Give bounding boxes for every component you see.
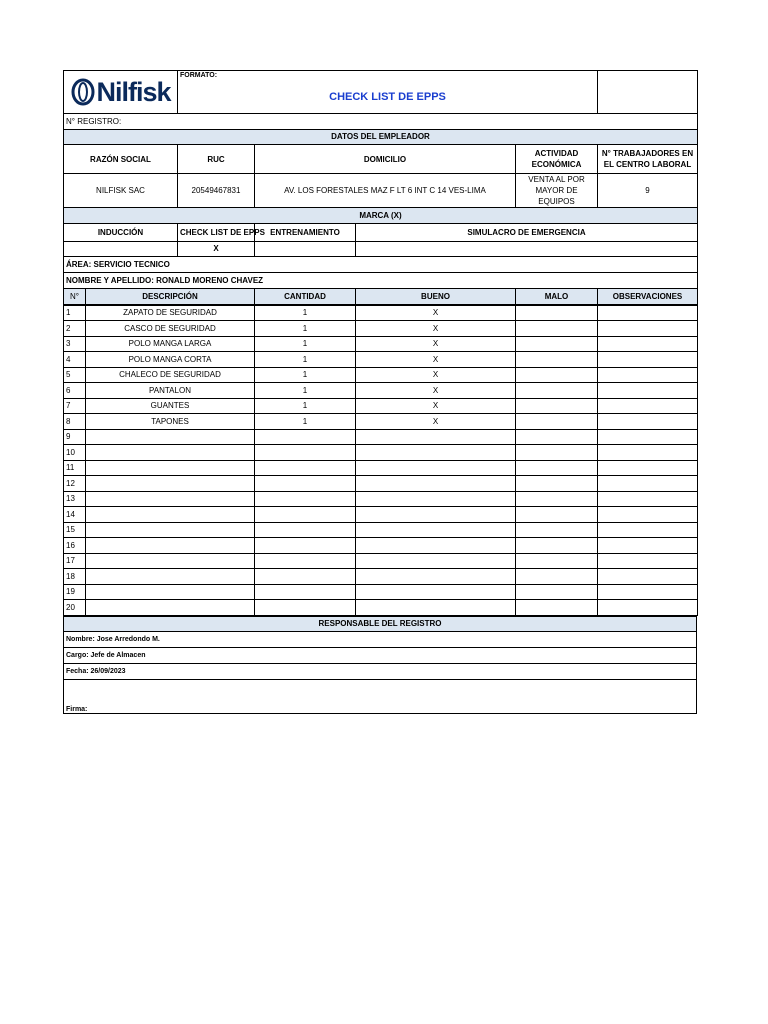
item-malo[interactable] <box>516 460 598 476</box>
item-bueno[interactable]: X <box>356 305 516 321</box>
col-entrenamiento: ENTRENAMIENTO <box>255 223 356 241</box>
col-trabajadores: N° TRABAJADORES EN EL CENTRO LABORAL <box>598 145 698 174</box>
item-description[interactable] <box>86 429 255 445</box>
item-cantidad[interactable] <box>255 538 356 554</box>
item-observaciones[interactable] <box>598 414 698 430</box>
col-descripcion: DESCRIPCIÓN <box>86 289 255 305</box>
item-malo[interactable] <box>516 414 598 430</box>
item-observaciones[interactable] <box>598 383 698 399</box>
item-observaciones[interactable] <box>598 538 698 554</box>
table-row <box>64 476 698 492</box>
item-malo[interactable] <box>516 429 598 445</box>
item-observaciones[interactable] <box>598 336 698 352</box>
marca-header-row <box>64 223 698 241</box>
item-malo[interactable] <box>516 352 598 368</box>
item-description[interactable]: CHALECO DE SEGURIDAD <box>86 367 255 383</box>
col-ruc: RUC <box>178 145 255 174</box>
logo-wordmark: Nilfisk <box>96 76 171 107</box>
item-number: 13 <box>64 491 86 507</box>
item-description[interactable] <box>86 538 255 554</box>
item-description[interactable] <box>86 460 255 476</box>
table-row <box>64 569 698 585</box>
item-number: 16 <box>64 538 86 554</box>
item-malo[interactable] <box>516 569 598 585</box>
item-cantidad[interactable]: 1 <box>255 352 356 368</box>
actividad-value: VENTA AL POR MAYOR DE EQUIPOS <box>516 174 598 208</box>
item-bueno[interactable] <box>356 491 516 507</box>
empleador-band <box>64 129 698 145</box>
item-observaciones[interactable] <box>598 584 698 600</box>
domicilio-value: AV. LOS FORESTALES MAZ F LT 6 INT C 14 VES-LIMA <box>255 174 516 208</box>
marca-section-title: MARCA (X) <box>64 208 698 224</box>
responsable-firma[interactable]: Firma: <box>64 680 697 714</box>
item-description[interactable]: ZAPATO DE SEGURIDAD <box>86 305 255 321</box>
item-observaciones[interactable] <box>598 569 698 585</box>
item-number: 10 <box>64 445 86 461</box>
item-description[interactable] <box>86 569 255 585</box>
entrenamiento-value[interactable] <box>255 241 356 257</box>
item-bueno[interactable] <box>356 569 516 585</box>
item-number: 5 <box>64 367 86 383</box>
responsable-cargo[interactable]: Cargo: Jefe de Almacen <box>64 648 697 664</box>
item-bueno[interactable]: X <box>356 352 516 368</box>
col-observaciones: OBSERVACIONES <box>598 289 698 305</box>
logo-cell <box>64 71 178 114</box>
formato-label: FORMATO: <box>180 72 218 79</box>
col-checklist: CHECK LIST DE EPPS <box>178 223 255 241</box>
trabajadores-value: 9 <box>598 174 698 208</box>
empleador-section-title: DATOS DEL EMPLEADOR <box>64 129 698 145</box>
item-number: 17 <box>64 553 86 569</box>
table-row <box>64 398 698 414</box>
item-description[interactable]: TAPONES <box>86 414 255 430</box>
document-title: CHECK LIST DE EPPS <box>329 91 446 103</box>
item-cantidad[interactable] <box>255 460 356 476</box>
item-bueno[interactable] <box>356 460 516 476</box>
table-row <box>64 460 698 476</box>
item-number: 12 <box>64 476 86 492</box>
item-bueno[interactable] <box>356 445 516 461</box>
col-actividad: ACTIVIDAD ECONÓMICA <box>516 145 598 174</box>
item-observaciones[interactable] <box>598 429 698 445</box>
responsable-fecha[interactable]: Fecha: 26/09/2023 <box>64 664 697 680</box>
table-row <box>64 445 698 461</box>
item-number: 2 <box>64 321 86 337</box>
item-malo[interactable] <box>516 522 598 538</box>
item-bueno[interactable] <box>356 507 516 523</box>
nilfisk-logo-icon <box>70 78 96 106</box>
table-row <box>64 600 698 616</box>
registro-row <box>64 114 698 130</box>
item-malo[interactable] <box>516 445 598 461</box>
checklist-sheet <box>63 70 697 714</box>
table-row <box>64 352 698 368</box>
item-bueno[interactable]: X <box>356 321 516 337</box>
items-header-row <box>64 289 698 305</box>
item-description[interactable]: POLO MANGA LARGA <box>86 336 255 352</box>
item-observaciones[interactable] <box>598 367 698 383</box>
item-number: 4 <box>64 352 86 368</box>
item-number: 3 <box>64 336 86 352</box>
empleador-data-row <box>64 174 698 208</box>
responsable-fecha-row <box>64 664 697 680</box>
item-number: 11 <box>64 460 86 476</box>
item-malo[interactable] <box>516 321 598 337</box>
item-cantidad[interactable] <box>255 553 356 569</box>
checklist-mark[interactable]: X <box>178 241 255 257</box>
table-row <box>64 414 698 430</box>
table-row <box>64 538 698 554</box>
item-cantidad[interactable] <box>255 600 356 616</box>
responsable-nombre[interactable]: Nombre: Jose Arredondo M. <box>64 632 697 648</box>
item-description[interactable] <box>86 476 255 492</box>
item-bueno[interactable] <box>356 600 516 616</box>
item-observaciones[interactable] <box>598 491 698 507</box>
table-row <box>64 553 698 569</box>
item-cantidad[interactable] <box>255 476 356 492</box>
item-cantidad[interactable] <box>255 569 356 585</box>
item-number: 14 <box>64 507 86 523</box>
ruc-value: 20549467831 <box>178 174 255 208</box>
razon-social-value: NILFISK SAC <box>64 174 178 208</box>
item-malo[interactable] <box>516 336 598 352</box>
item-bueno[interactable]: X <box>356 414 516 430</box>
item-number: 18 <box>64 569 86 585</box>
col-bueno: BUENO <box>356 289 516 305</box>
item-description[interactable]: PANTALON <box>86 383 255 399</box>
title-cell <box>178 71 598 114</box>
nombre-row <box>64 273 698 289</box>
item-bueno[interactable] <box>356 522 516 538</box>
item-malo[interactable] <box>516 383 598 399</box>
area-label: ÁREA: SERVICIO TECNICO <box>64 257 698 273</box>
table-row <box>64 429 698 445</box>
item-observaciones[interactable] <box>598 522 698 538</box>
table-row <box>64 336 698 352</box>
item-bueno[interactable] <box>356 429 516 445</box>
item-cantidad[interactable]: 1 <box>255 321 356 337</box>
item-number: 15 <box>64 522 86 538</box>
item-description[interactable] <box>86 584 255 600</box>
item-description[interactable] <box>86 553 255 569</box>
item-cantidad[interactable] <box>255 507 356 523</box>
registro-label: N° REGISTRO: <box>64 114 698 130</box>
item-malo[interactable] <box>516 305 598 321</box>
item-observaciones[interactable] <box>598 507 698 523</box>
item-malo[interactable] <box>516 398 598 414</box>
item-cantidad[interactable] <box>255 491 356 507</box>
item-bueno[interactable]: X <box>356 383 516 399</box>
col-simulacro: SIMULACRO DE EMERGENCIA <box>356 223 698 241</box>
nilfisk-logo <box>64 71 177 113</box>
item-observaciones[interactable] <box>598 352 698 368</box>
item-malo[interactable] <box>516 538 598 554</box>
item-observaciones[interactable] <box>598 398 698 414</box>
responsable-table <box>63 616 697 715</box>
item-malo[interactable] <box>516 507 598 523</box>
header-blank-cell <box>598 71 698 114</box>
items-table <box>63 305 698 616</box>
item-description[interactable]: CASCO DE SEGURIDAD <box>86 321 255 337</box>
item-description[interactable] <box>86 522 255 538</box>
item-malo[interactable] <box>516 367 598 383</box>
table-row <box>64 305 698 321</box>
item-description[interactable] <box>86 507 255 523</box>
induccion-value[interactable] <box>64 241 178 257</box>
item-number: 8 <box>64 414 86 430</box>
header-row <box>64 71 698 114</box>
item-bueno[interactable]: X <box>356 336 516 352</box>
item-description[interactable] <box>86 491 255 507</box>
responsable-firma-row <box>64 680 697 714</box>
item-number: 9 <box>64 429 86 445</box>
form-table <box>63 70 698 305</box>
area-row <box>64 257 698 273</box>
item-bueno[interactable] <box>356 584 516 600</box>
item-bueno[interactable]: X <box>356 398 516 414</box>
item-number: 7 <box>64 398 86 414</box>
item-malo[interactable] <box>516 553 598 569</box>
item-number: 1 <box>64 305 86 321</box>
table-row <box>64 321 698 337</box>
item-observaciones[interactable] <box>598 600 698 616</box>
item-observaciones[interactable] <box>598 305 698 321</box>
table-row <box>64 584 698 600</box>
item-malo[interactable] <box>516 491 598 507</box>
item-description[interactable] <box>86 600 255 616</box>
item-cantidad[interactable]: 1 <box>255 367 356 383</box>
item-cantidad[interactable] <box>255 429 356 445</box>
item-rows <box>64 305 698 615</box>
col-razon-social: RAZÓN SOCIAL <box>64 145 178 174</box>
item-malo[interactable] <box>516 600 598 616</box>
table-row <box>64 522 698 538</box>
item-description[interactable]: POLO MANGA CORTA <box>86 352 255 368</box>
table-row <box>64 367 698 383</box>
marca-data-row <box>64 241 698 257</box>
item-cantidad[interactable] <box>255 522 356 538</box>
col-malo: MALO <box>516 289 598 305</box>
item-malo[interactable] <box>516 476 598 492</box>
table-row <box>64 383 698 399</box>
table-row <box>64 491 698 507</box>
responsable-cargo-row <box>64 648 697 664</box>
nombre-apellido-label: NOMBRE Y APELLIDO: RONALD MORENO CHAVEZ <box>64 273 698 289</box>
item-cantidad[interactable] <box>255 584 356 600</box>
item-cantidad[interactable]: 1 <box>255 383 356 399</box>
item-malo[interactable] <box>516 584 598 600</box>
item-cantidad[interactable] <box>255 445 356 461</box>
item-number: 19 <box>64 584 86 600</box>
item-bueno[interactable]: X <box>356 367 516 383</box>
item-observaciones[interactable] <box>598 445 698 461</box>
marca-band <box>64 208 698 224</box>
item-observaciones[interactable] <box>598 321 698 337</box>
item-cantidad[interactable]: 1 <box>255 398 356 414</box>
item-bueno[interactable] <box>356 553 516 569</box>
item-cantidad[interactable]: 1 <box>255 305 356 321</box>
responsable-section-title: RESPONSABLE DEL REGISTRO <box>64 616 697 632</box>
col-cantidad: CANTIDAD <box>255 289 356 305</box>
item-bueno[interactable] <box>356 476 516 492</box>
col-num: N° <box>64 289 86 305</box>
item-cantidad[interactable]: 1 <box>255 414 356 430</box>
item-description[interactable] <box>86 445 255 461</box>
simulacro-value[interactable] <box>356 241 698 257</box>
item-observaciones[interactable] <box>598 553 698 569</box>
table-row <box>64 507 698 523</box>
item-description[interactable]: GUANTES <box>86 398 255 414</box>
responsable-band <box>64 616 697 632</box>
col-domicilio: DOMICILIO <box>255 145 516 174</box>
responsable-nombre-row <box>64 632 697 648</box>
item-number: 6 <box>64 383 86 399</box>
col-induccion: INDUCCIÓN <box>64 223 178 241</box>
empleador-header-row <box>64 145 698 174</box>
item-observaciones[interactable] <box>598 476 698 492</box>
item-observaciones[interactable] <box>598 460 698 476</box>
item-bueno[interactable] <box>356 538 516 554</box>
item-number: 20 <box>64 600 86 616</box>
item-cantidad[interactable]: 1 <box>255 336 356 352</box>
